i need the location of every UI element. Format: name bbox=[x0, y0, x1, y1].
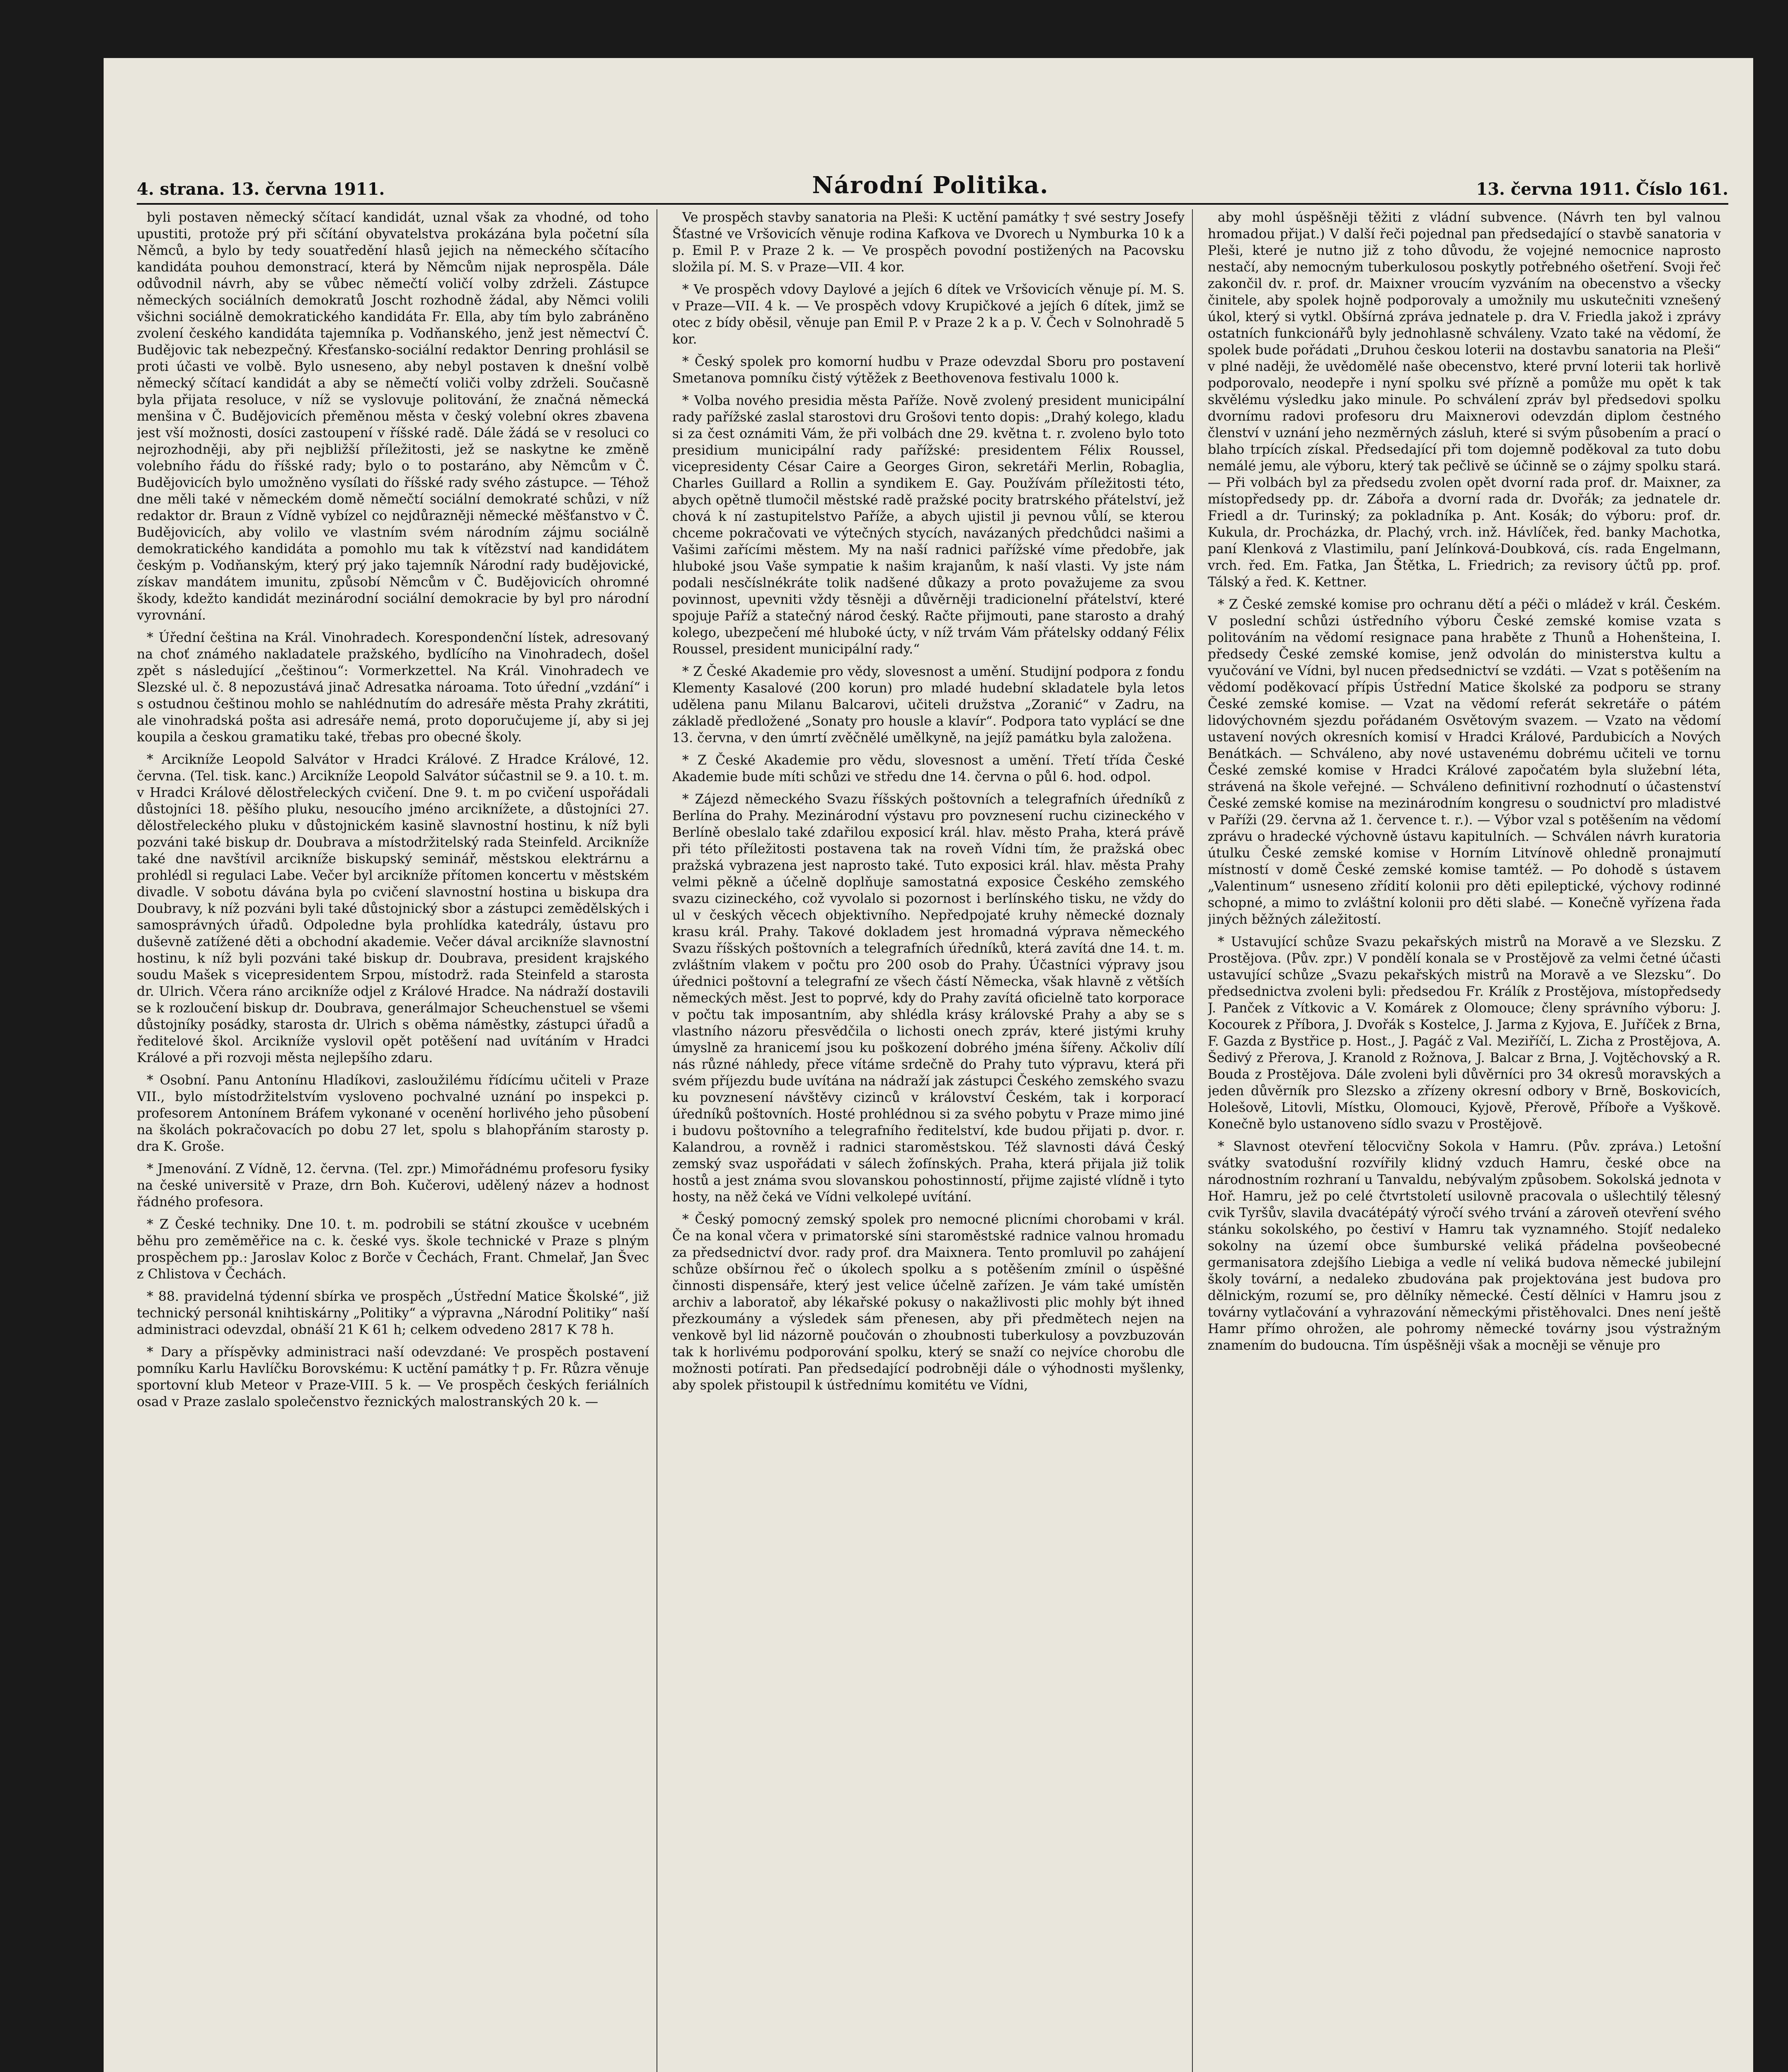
paragraph: * Volba nového presidia města Paříže. Nově zvolený president municipální rady pařížské zaslal starostovi dru Grošovi tento dopis: „Drahý kolego, kladu si za čest oznámiti Vám, že při volbách dne 29. května t. r. zvoleno bylo toto presidium municipální rady pařížské: presidentem Félix Roussel, vicepresidenty César Caire a Georges Giron, sekretáři Merlin, Robaglia, Charles Guillard a Rollin a syndikem E. Gay. Používám příležitosti této, abych opětně tlumočil městské radě pražské pocity bratrského přátelství, jež chová k ní zastupitelstvo Paříže, a abych ujistil ji pevnou vůlí, se kterou chceme pokračovati ve výtečných stycích, navázaných předchůdci našimi a Vašimi zařícími městem. My na naší radnici pařížské víme předobře, jak hluboké jsou Vaše sympatie k našim krajanům, k naší vlasti. Vy jste nám podali nesčíslnékráte tolik nadšené důkazy a proto považujeme za svou povinnost, upevniti vždy těsněji a důvěrněji tradicionelní přátelství, které spojuje Paříž a statečný národ český. Račte přijmouti, pane starosto a drahý kolego, ubezpečení mé hluboké úcty, v níž trvám Vám přátelsky oddaný Félix Roussel, president municipální rady.“ bbox=[672, 393, 1185, 657]
paragraph: * Z České Akademie pro vědy, slovesnost a umění. Studijní podpora z fondu Klementy Kasalové (200 korun) pro mladé hudební skladatele byla letos udělena panu Milanu Balcarovi, učiteli družstva „Zoranić“ v Zadru, na základě předložené „Sonaty pro housle a klavír“. Podpora tato vyplácí se dne 13. června, v den úmrtí zvěčnělé umělkyně, na jejíž památku byla založena. bbox=[672, 664, 1185, 746]
paragraph: * Z České Akademie pro vědu, slovesnost a umění. Třetí třída České Akademie bude míti schůzi ve středu dne 14. června o půl 6. hod. odpol. bbox=[672, 753, 1185, 784]
paragraph: * Z České zemské komise pro ochranu dětí a péči o mládež v král. Českém. V poslední schůzi ústředního výboru České zemské komise vzata s politováním na vědomí resignace pana hraběte z Thunů a Hohenšteina, I. předsedy České zemské komise, jenž odvolán do ministerstva kultu a vyučování ve Vídni, byl nucen předsednictví se vzdáti. — Vzat s potěšením na vědomí poděkovací přípis Ústřední Matice školské za podporu se strany České zemské komise. — Vzat na vědomí referát sekretáře o pátém lidovýchovném sjezdu pořádaném Osvětovým svazem. — Vzato na vědomí ustavení nových okresních komisí v Hradci Králové, Pardubicích a Nových Benátkách. — Schváleno, aby nové ustavenému dobrému učiteli ve tornu České zemské komise v Hradci Králové započatém byla služební léta, strávená na škole veřejné. — Schváleno definitivní rozhodnutí o účastenství České zemské komise na mezinárodním kongresu o soudnictví pro mladistvé v Paříži (29. června až 1. července t. r.). — Výbor vzal s potěšením na vědomí zprávu o hradecké výchovně ústavu kapitulních. — Schválen návrh kuratoria útulku České zemské komise v Horním Litvínově ohledně pronajmutí místností v domě České zemské komise tamtéž. — Po dohodě s ústavem „Valentinum“ usneseno zřídití kolonii pro děti epileptické, výchovy rodinné schopné, a mimo to zvláštní kolonii pro děti slabé. — Konečně vyřízena řada jiných běžných záležitostí. bbox=[1208, 597, 1721, 927]
paragraph: * Jmenování. Z Vídně, 12. června. (Tel. zpr.) Mimořádnému profesoru fysiky na české universitě v Praze, drn Boh. Kučerovi, udělený název a hodnost řádného profesora. bbox=[137, 1162, 649, 1210]
paragraph: * Slavnost otevření tělocvičny Sokola v Hamru. (Pův. zpráva.) Letošní svátky svatodušní rozvířily klidný vzduch Hamru, české obce na národnostním rozhraní u Tanvaldu, nebývalým způsobem. Sokolská jednota v Hoř. Hamru, jež po celé čtvrtstoletí usilovně pracovala o ušlechtilý tělesný cvik Tyršův, slavila dvacátépátý výročí svého trvání a zároveň otevření svého stánku sokolského, po čestiví v Hamru tak vyznamného. Stojíť nedaleko sokolny na území obce šumburské veliká přádelna povšeobecné germanisatora zdejšího Liebiga a vedle ní veliká budova německé jubilejní školy tovární, a nedaleko zbudována pak projektována jest budova pro dělnickým, rozumí se, pro dělníky německé. Čestí dělníci v Hamru jsou z továrny vytlačování a vyhrazování německými přistěhovalci. Dnes není ještě Hamr přímo ohrožen, ale pohromy německé továrny jsou výstražným znamením do budoucna. Tím úspěšněji však a mocněji se věnuje pro bbox=[1208, 1139, 1721, 1353]
article-columns bbox=[137, 209, 1728, 2072]
paragraph: * Zájezd německého Svazu říšských poštovních a telegrafních úředníků z Berlína do Prahy. Mezinárodní výstavu pro povznesení ruchu cizineckého v Berlíně obeslalo také zdařilou exposicí král. hlav. město Praha, která právě při této příležitosti postavena tak na roveň Vídni tím, že pražská obec pražská vybrazena jest naprosto také. Tuto exposici král. hlav. města Prahy velmi pěkně a účelně doplňuje samostatná exposice Českého zemského svazu cizineckého, což vyvolalo si pozornost i berlínského tisku, ne vždy do ul v českých věcech objektivního. Nepředpojaté kruhy německé doznaly krasu král. Prahy. Takové dokladem jest hromadná výprava německého Svazu říšských poštovních a telegrafních úředníků, která zavítá dne 14. t. m. zvláštním vlakem v počtu pro 200 osob do Prahy. Účastníci výpravy jsou úřednici poštovní a telegrafní ze všech částí Německa, však hlavně z větších německých měst. Jest to poprvé, kdy do Prahy zavítá oficielně tato korporace v počtu tak imposantním, aby shlédla krásy královské Prahy a aby se s vlastního názoru přesvědčila o lichosti onech zpráv, které jistými kruhy úmyslně za hranicemí jsou ku poškození dobrého jména šířeny. Ačkoliv dílí nás různé náhledy, přece vítáme srdečně do Prahy tuto výpravu, která při svém příjezdu bude uvítána na nádraží jak zástupci Českého zemského svazu ku povznesení návštěvy cizinců v království Českém, tak i korporací úředníků poštovních. Hosté prohlédnou si za svého pobytu v Praze mimo jiné i budovu poštovního a telegrafního ředitelství, kde budou přijati p. dvor. r. Kalandrou, a rovněž i radnici staroměstskou. Též slavnosti dává Český zemský svaz uspořádati v sálech žofínských. Praha, která přijala již tolik hostů a jest známa svou slovanskou pohostinností, přijme zajisté vlídně i tyto hosty, na něž čeká ve Vídni velkolepé uvítání. bbox=[672, 792, 1185, 1205]
paragraph: * Osobní. Panu Antonínu Hladíkovi, zasloužilému řídícímu učiteli v Praze VII., bylo místodržitelstvím vysloveno pochvalné uznání po inspekci p. profesorem Antonínem Bráfem vykonané v ocenění horlivého jeho působení na školách pokračovacích po dobu 27 let, spolu s blahopřáním starosty p. dra K. Groše. bbox=[137, 1073, 649, 1154]
column-3 bbox=[1208, 209, 1728, 2072]
header-rule bbox=[137, 203, 1728, 205]
paragraph: byli postaven německý sčítací kandidát, uznal však za vhodné, od toho upustiti, protože prý při sčítání obyvatelstva prokázána byla početní síla Němců, a bylo by tedy souatředění hlasů jejich na německého sčítacího kandidáta pouhou demonstrací, která by Němcům nijak neprospěla. Dále odůvodnil návrh, aby se vůbec němečtí voličí volby zdrželi. Zástupce německých sociálních demokratů Joscht rozhodně žádal, aby Němci volili všichni sociálně demokratického kandidáta Fr. Ella, aby tím bylo zabráněno zvolení českého kandidáta tajemníka p. Vodňanského, jenž jest němectví Č. Budějovic tak nebezpečný. Křesťansko-sociální redaktor Denring prohlásil se proti účasti ve volbě. Bylo usneseno, aby nebyl postaven k dnešní volbě německý sčítací kandidát a aby se němečtí voliči volby zdrželi. Současně byla přijata resoluce, v níž se vyslovuje politování, že značná německá menšina v Č. Budějovicích přeměnou města v český volební okres zbavena jest vší možnosti, dosíci zastoupení v říšské radě. Dále žádá se v resoluci co nejrozhodněji, aby při nejbližší příležitosti, jež se naskytne ke změně volebního řádu do říšské rady; bylo o to postaráno, aby Němcům v Č. Budějovicích bylo umožněno vysílati do říšské rady svého zástupce. — Téhož dne měli také v německém domě němečtí sociální demokraté schůzi, v níž redaktor dr. Braun z Vídně vybízel co nejdůrazněji německé měšťanstvo v Č. Budějovicích, aby volilo ve vlastním svém národním zájmu sociálně demokratického kandidáta a pomohlo mu tak k vítězství nad kandidátem českým p. Vodňanským, který prý jako tajemník Národní rady budějovické, získav mandátem imunitu, způsobí Němcům v Č. Budějovicích ohromné škody, kdežto kandidát mezinárodní sociální demokracie by byl pro národní vyrovnání. bbox=[137, 210, 649, 623]
column-2 bbox=[672, 209, 1193, 2072]
newspaper-title: Národní Politika. bbox=[812, 172, 1049, 199]
paragraph: * Dary a příspěvky administraci naší odevzdané: Ve prospěch postavení pomníku Karlu Havlíčku Borovskému: K uctění památky † p. Fr. Růzra věnuje sportovní klub Meteor v Praze-VIII. 5 k. — Ve prospěch českých feriálních osad v Praze zaslalo společenstvo řeznických malostranských 20 k. — bbox=[137, 1345, 649, 1409]
page-header bbox=[137, 162, 1728, 199]
paragraph: * Úřední čeština na Král. Vinohradech. Korespondenční lístek, adresovaný na choť známého nakladatele pražského, bydlícího na Vinohradech, došel zpět s následující „češtinou“: Vormerkzettel. Na Král. Vinohradech ve Slezské ul. č. 8 nepozustává jinač Adresatka nároama. Toto úřední „vzdání“ i s ostudnou češtinou mohlo se nahlédnutím do adresáře města Prahy zkrátiti, ale vinohradská pošta asi adresáře nemá, proto doporučujeme jí, aby si jej koupila a českou gramatiku také, třebas pro obecné školy. bbox=[137, 630, 649, 745]
paragraph: * 88. pravidelná týdenní sbírka ve prospěch „Ústřední Matice Školské“, již technický personál knihtiskárny „Politiky“ a výpravna „Národní Politiky“ naší administraci odevzdal, obnáší 21 K 61 h; celkem odvedeno 2817 K 78 h. bbox=[137, 1289, 649, 1337]
column-1 bbox=[137, 209, 657, 2072]
paragraph: * Z České techniky. Dne 10. t. m. podrobili se státní zkoušce v ucebném běhu pro zeměměřice na c. k. české vys. škole technické v Praze s plným prospěchem pp.: Jaroslav Koloc z Borče v Čechách, Frant. Chmelař, Jan Švec z Chlistova v Čechách. bbox=[137, 1217, 649, 1282]
issue-date-number: 13. června 1911. Číslo 161. bbox=[1476, 179, 1728, 199]
paragraph: * Ustavující schůze Svazu pekařských mistrů na Moravě a ve Slezsku. Z Prostějova. (Pův. zpr.) V pondělí konala se v Prostějově za velmi četné účasti ustavující schůze „Svazu pekařských mistrů na Moravě a ve Slezsku“. Do předsednictva zvoleni byli: předsedou Fr. Králík z Prostějova, místopředsedy J. Panček z Vítkovic a V. Komárek z Olomouce; členy správního výboru: J. Kocourek z Příbora, J. Dvořák s Kostelce, J. Jarma z Kyjova, E. Juříček z Brna, F. Gazda z Bystřice p. Host., J. Pagáč z Val. Meziříčí, L. Zicha z Prostějova, A. Šedivý z Přerova, J. Kranold z Rožnova, J. Balcar z Brna, J. Vojtěchovský a R. Bouda z Prostějova. Dále zvoleni byli důvěrníci pro 34 okresů moravských a jeden důvěrník pro Slezsko a zřízeny okresní odbory v Brně, Boskovicích, Holešově, Litovli, Místku, Olomouci, Kyjově, Přerově, Příboře a Vyškově. Konečně bylo ustanoveno sídlo svazu v Prostějově. bbox=[1208, 934, 1721, 1132]
paragraph: * Ve prospěch vdovy Daylové a jejích 6 dítek ve Vršovicích věnuje pí. M. S. v Praze—VII. 4 k. — Ve prospěch vdovy Krupičkové a jejích 6 dítek, jimž se otec z bídy oběsil, věnuje pan Emil P. v Praze 2 k a p. V. Čech v Solnohradě 5 kor. bbox=[672, 282, 1185, 347]
paragraph: * Arcikníže Leopold Salvátor v Hradci Králové. Z Hradce Králové, 12. června. (Tel. tisk. kanc.) Arcikníže Leopold Salvátor súčastnil se 9. a 10. t. m. v Hradci Králové dělostřeleckých cvičení. Dne 9. t. m po cvičení uspořádali důstojníci 18. pěšího pluku, nesoucího jméno arciknížete, a důstojníci 27. dělostřeleckého pluku v důstojnickém kasině slavnostní hostinu, k níž byli pozváni také biskup dr. Doubrava a místodržitelský rada Steinfeld. Arcikníže také dne navštívil arcikníže biskupský seminář, městskou elektrárnu a prohlédl si regulaci Labe. Večer byl arcikníže přítomen koncertu v městském divadle. V sobotu dávána byla po cvičení slavnostní hostina u biskupa dra Doubravy, k níž pozváni byli také důstojnický sbor a zástupci zemědělských i samosprávných úřadů. Odpoledne byla prohlídka katedrály, ústavu pro duševně zatížené děti a obchodní akademie. Večer dával arcikníže slavnostní hostinu, k níž byli pozváni také biskup dr. Doubrava, president krajského soudu Mašek s vicepresidentem Srpou, místodrž. rada Steinfeld a starosta dr. Ulrich. Včera ráno arcikníže odjel z Králové Hradce. Na nádraží dostavili se k rozloučení biskup dr. Doubrava, generálmajor Scheuchenstuel se všemi důstojníky posádky, starosta dr. Ulrich s oběma náměstky, zástupci úřadů a ředitelové škol. Arcikníže vyslovil opět potěšení nad uvítáním v Hradci Králové a při rozvoji města nejlepšího zdaru. bbox=[137, 752, 649, 1065]
page-number-date: 4. strana. 13. června 1911. bbox=[137, 179, 385, 199]
newspaper-page bbox=[104, 58, 1753, 2072]
paragraph: aby mohl úspěšněji těžiti z vládní subvence. (Návrh ten byl valnou hromadou přijat.) V další řeči pojednal pan předsedající o stavbě sanatoria v Pleši, které je nutno již z toho důvodu, že vojejné nemocnice naprosto nestačí, aby nemocným tuberkulosou poskytly potřebného ošetření. Svoji řeč zakončil dv. r. prof. dr. Maixner vroucím vyzváním na obecenstvo a všecky činitele, aby spolek hojně podporovaly a umožnily mu uskutečniti vznešený úkol, který si vytkl. Obšírná zpráva jednatele p. dra V. Friedla jakož i zprávy ostatních funkcionářů byly jednohlasně schváleny. Vzato také na vědomí, že spolek bude pořádati „Druhou českou loterii na dostavbu sanatoria na Pleši“ v plné naději, že uvědomělé naše obecenstvo, které první loterii tak horlivě podporovalo, neodepře i nyní spolku své přízně a pomůže mu opět k tak skvělému výsledku jako minule. Po schválení zpráv byl předsedovi spolku dvornímu radovi profesoru dru Maixnerovi odevzdán diplom čestného členství v uznání jeho nezměrných zásluh, které si svým působením a prací o blaho trpících získal. Předsedající při tom dojemně poděkoval za tuto dobu nemálé jemu, ale výboru, který tak pečlivě se účinně se o zájmy spolku stará. — Při volbách byl za předsedu zvolen opět dvorní rada prof. dr. Maixner, za místopředsedy pp. dr. Zábořa a dvorní rada dr. Dvořák; za jednatele dr. Friedl a dr. Turinský; za pokladníka p. Ant. Kosák; do výboru: prof. dr. Kukula, dr. Procházka, dr. Plachý, vrch. inž. Hávlíček, řed. banky Machotka, paní Klenková z Vlastimilu, paní Jelínková-Doubková, cís. rada Engelmann, vrch. řed. Em. Fatka, Jan Štětka, L. Friedrich; za revisory účtů pp. prof. Tálský a řed. K. Kettner. bbox=[1208, 210, 1721, 590]
paragraph: * Český spolek pro komorní hudbu v Praze odevzdal Sboru pro postavení Smetanova pomníku čistý výtěžek z Beethovenova festivalu 1000 k. bbox=[672, 354, 1185, 386]
paragraph: * Český pomocný zemský spolek pro nemocné plicními chorobami v král. Če na konal včera v primatorské síni staroměstské radnice valnou hromadu za předsednictví dvor. rady prof. dra Maixnera. Tento promluvil po zahájení schůze obšírnou řeč o úkolech spolku a s potěšením zmínil o úspěšné činnosti dispensáře, který jest velice účelně zařízen. Je vám také umístěn archiv a laboratoř, aby lékařské pokusy o nakažlivosti plic mohly být ihned přezkoumány a výsledek sám přenesen, aby při předmětech nejen na venkově byl lid názorně poučován o zhoubnosti tuberkulosy a povzbuzován tak k horlivému podporování spolku, který se snaží co nejvíce chorobu dle možnosti potírati. Pan předsedající podrobněji dále o výhodnosti myšlenky, aby spolek přistoupil k ústřednímu komitétu ve Vídni, bbox=[672, 1212, 1185, 1393]
paragraph: Ve prospěch stavby sanatoria na Pleši: K uctění památky † své sestry Josefy Šťastné ve Vršovicích věnuje rodina Kafkova ve Dvorech u Nymburka 10 k a p. Emil P. v Praze 2 k. — Ve prospěch povodní postižených na Pacovsku složila pí. M. S. v Praze—VII. 4 kor. bbox=[672, 210, 1185, 275]
